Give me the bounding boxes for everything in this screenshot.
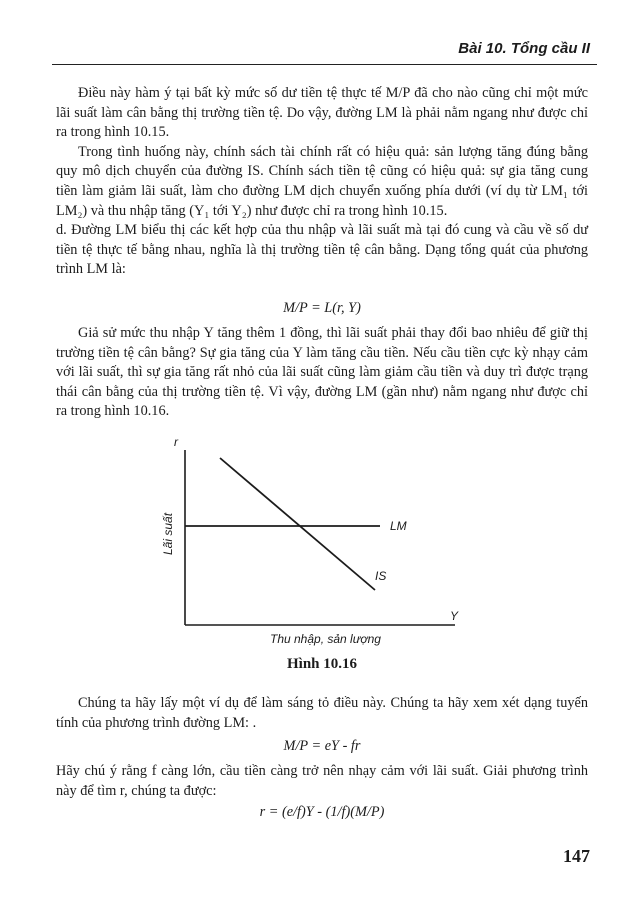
- x-axis-symbol: Y: [450, 609, 459, 623]
- text-block-bottom: [56, 762, 588, 801]
- is-label: IS: [375, 569, 387, 583]
- text-block-lower: [56, 694, 588, 733]
- equation-lm-general: M/P = L(r, Y): [283, 300, 361, 316]
- header-rule: [52, 64, 597, 65]
- x-axis-label: Thu nhập, sản lượng: [270, 632, 381, 646]
- y-axis-label: Lãi suất: [161, 512, 175, 555]
- paragraph-3: d. Đường LM biểu thị các kết hợp của thu nhập và lãi suất mà tại đó cung và cầu về số dư tiền tệ thực tế bằng nhau, nghĩa là thị trường tiền tệ cân bằng. Dạng tổng quát của phương trình LM là:: [56, 222, 588, 278]
- page-number: 147: [563, 846, 590, 866]
- paragraph-5: Chúng ta hãy lấy một ví dụ để làm sáng tỏ điều này. Chúng ta hãy xem xét dạng tuyến tính của phương trình đường LM: .: [56, 695, 588, 731]
- lm-label: LM: [390, 519, 407, 533]
- equation-solved-r: r = (e/f)Y - (1/f)(M/P): [259, 804, 385, 820]
- paragraph-2: Trong tình huống này, chính sách tài chính rất có hiệu quả: sản lượng tăng đúng bằng quy mô dịch chuyển của đường IS. Chính sách tiền tệ cũng có hiệu quả: sự gia tăng cung tiền làm giảm lãi suất, làm cho đường LM dịch chuyển xuống phía dưới (ví dụ từ LM₁ tới LM₂) và thu nhập tăng (Y₁ tới Y₂) như được chỉ ra trong hình 10.15.: [56, 143, 588, 219]
- is-curve: [220, 458, 375, 590]
- equation-lm-linear: M/P = eY - fr: [283, 738, 361, 754]
- figure-10-16: [150, 430, 480, 650]
- text-block-middle: [56, 324, 588, 422]
- paragraph-6: Hãy chú ý rằng f càng lớn, cầu tiền càng trở nên nhạy cảm với lãi suất. Giải phương trình này để tìm r, chúng ta được:: [56, 763, 588, 799]
- y-axis-symbol: r: [174, 435, 178, 449]
- figure-caption: Hình 10.16: [286, 656, 358, 672]
- paragraph-1: Điều này hàm ý tại bất kỳ mức số dư tiền tệ thực tế M/P đã cho nào cũng chỉ một mức lãi suất làm cân bằng thị trường tiền tệ. Do vậy, đường LM là phải nằm ngang như được chỉ ra trong hình 10.15.: [56, 85, 588, 141]
- text-block-top: [56, 84, 588, 280]
- running-header: Bài 10. Tổng cầu II: [458, 40, 590, 57]
- paragraph-4: Giả sử mức thu nhập Y tăng thêm 1 đồng, thì lãi suất phải thay đổi bao nhiêu để giữ thị trường tiền tệ cân bằng? Sự gia tăng của Y làm tăng cầu tiền. Nếu cầu tiền cực kỳ nhạy cảm với lãi suất, thì sự gia tăng rất nhỏ của lãi suất cũng làm giảm cầu tiền và duy trì được trạng thái cân bằng của thị trường tiền tệ. Vì vậy, đường LM (gần như) nằm ngang như được chỉ ra trong hình 10.16.: [56, 325, 588, 420]
